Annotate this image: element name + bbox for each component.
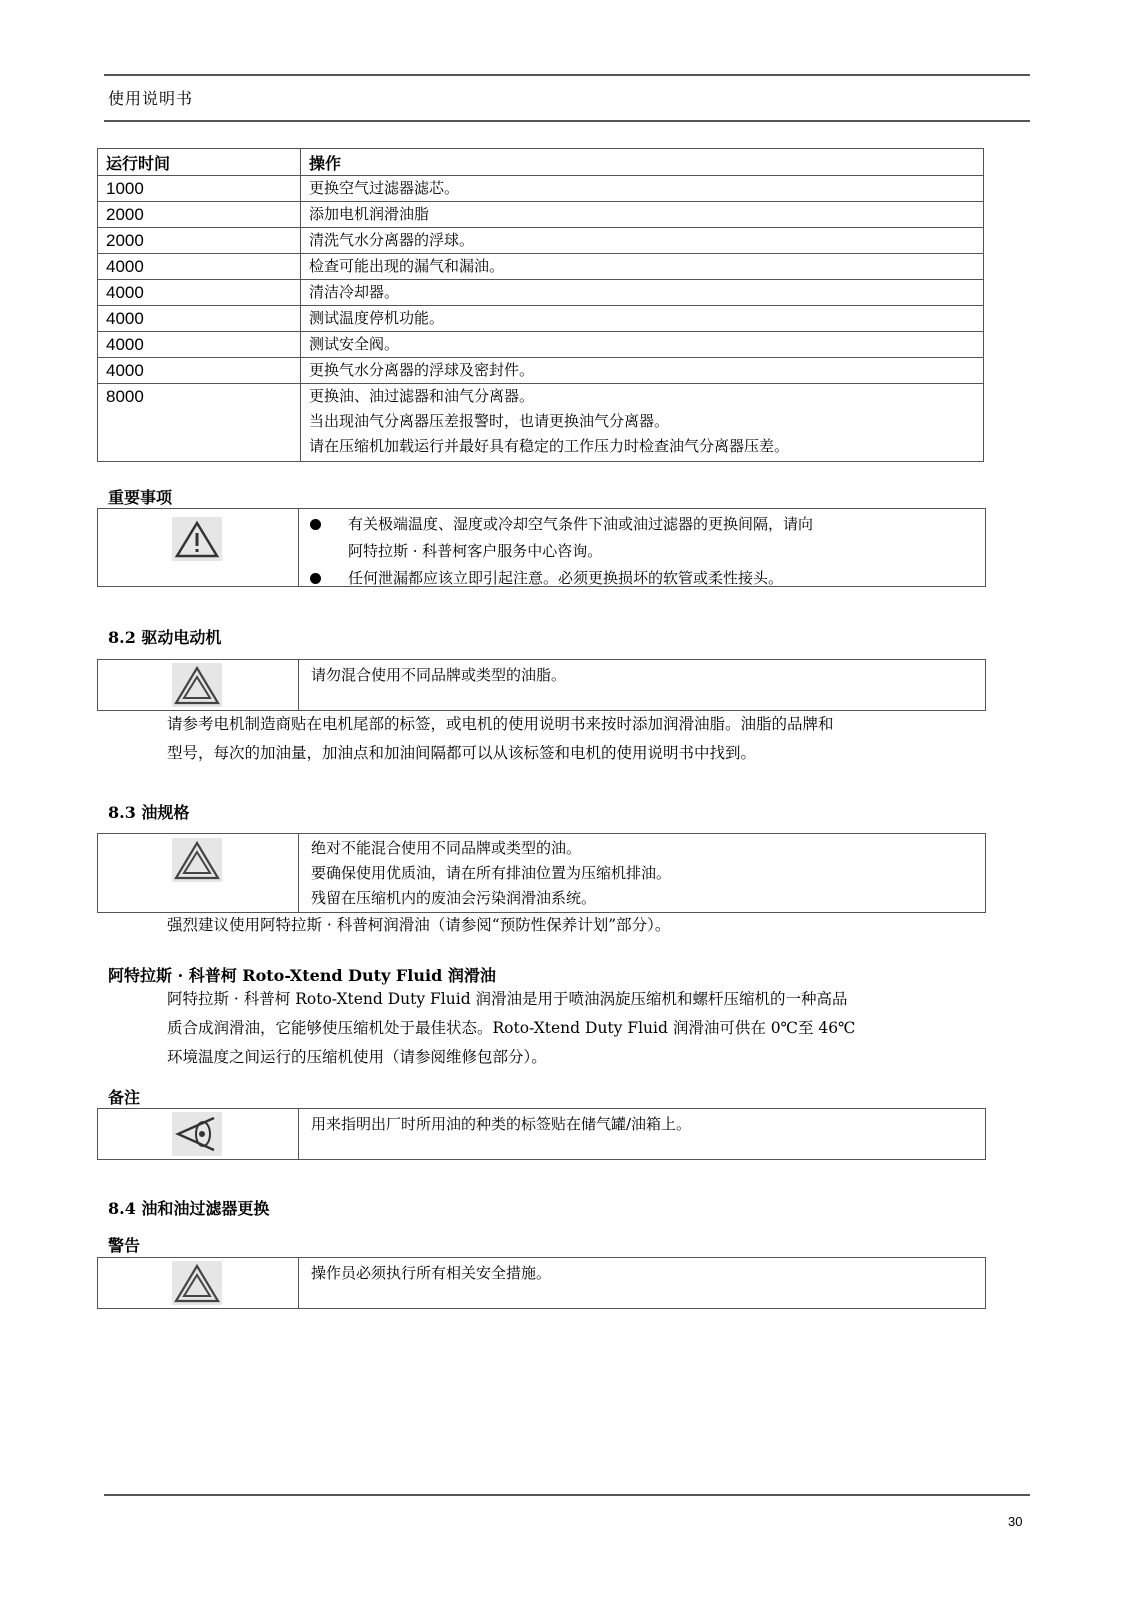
bullet-line: 任何泄漏都应该立即引起注意。必须更换损坏的软管或柔性接头。 [348,569,784,587]
row-action [301,384,984,462]
row-time: 1000 [98,176,301,202]
warning-triangle-icon [172,1261,222,1305]
section-heading-oil-spec [108,800,189,823]
table-row [98,254,984,280]
row-time: 2000 [98,202,301,228]
row-action: 更换气水分离器的浮球及密封件。 [301,358,984,384]
paragraph-line: 阿特拉斯 · 科普柯 Roto-Xtend Duty Fluid 润滑油是用于喷油涡旋压缩机和螺杆压缩机的一种高品 [167,990,848,1008]
row-time: 4000 [98,254,301,280]
row-action: 清洁冷却器。 [301,280,984,306]
row-action-line: 当出现油气分离器压差报警时，也请更换油气分离器。 [309,412,670,430]
icon-cell [98,660,299,710]
warning-triangle-icon [172,838,222,882]
rotoxtend-paragraph [167,985,1027,1072]
note-heading: 备注 [108,1088,141,1107]
row-action: 清洗气水分离器的浮球。 [301,228,984,254]
bullet-icon [310,519,321,530]
row-action: 添加电机润滑油脂 [301,202,984,228]
icon-cell [98,1109,299,1159]
row-time: 4000 [98,358,301,384]
table-row [98,280,984,306]
table-row [98,306,984,332]
paragraph-line: 环境温度之间运行的压缩机使用（请参阅维修包部分）。 [167,1048,547,1066]
row-time: 2000 [98,228,301,254]
rotoxtend-heading: 阿特拉斯 · 科普柯 Roto-Xtend Duty Fluid 润滑油 [108,966,496,985]
list-item [310,511,977,565]
oil-spec-warning-text [311,836,977,911]
row-action-line: 更换油、油过滤器和油气分离器。 [309,387,535,405]
column-header-action: 操作 [301,149,984,176]
row-action: 更换空气过滤器滤芯。 [301,176,984,202]
icon-cell [98,834,299,912]
important-bullet-list [310,511,977,592]
paragraph-line: 型号，每次的加油量，加油点和加油间隔都可以从该标签和电机的使用说明书中找到。 [167,744,757,762]
table-row [98,202,984,228]
motor-warning-box [97,659,986,711]
exclamation-warning-icon [172,517,222,561]
table-header-row [98,149,984,176]
bullet-line: 阿特拉斯 · 科普柯客户服务中心咨询。 [348,542,603,560]
row-time: 4000 [98,332,301,358]
warning-line: 绝对不能混合使用不同品牌或类型的油。 [311,839,582,857]
motor-paragraph [167,710,1027,768]
header-top-rule [104,74,1030,76]
important-notice-box [97,508,986,587]
maintenance-schedule-table [97,148,984,462]
oil-spec-warning-box [97,833,986,913]
section-heading-motor [108,625,221,648]
note-box [97,1108,986,1160]
warning-line: 要确保使用优质油，请在所有排油位置为压缩机排油。 [311,864,672,882]
section-heading-oil-change [108,1196,269,1219]
oil-change-warning-text: 操作员必须执行所有相关安全措施。 [311,1264,552,1282]
note-text: 用来指明出厂时所用油的种类的标签贴在储气罐/油箱上。 [311,1115,692,1133]
row-action: 测试安全阀。 [301,332,984,358]
icon-cell [98,509,299,586]
row-time: 4000 [98,280,301,306]
oil-spec-paragraph: 强烈建议使用阿特拉斯 · 科普柯润滑油（请参阅“预防性保养计划”部分）。 [167,916,671,934]
warning-line: 残留在压缩机内的废油会污染润滑油系统。 [311,889,597,907]
section-heading-text: 8.2 驱动电动机 [108,628,222,647]
row-time: 8000 [98,384,301,462]
eye-note-icon [172,1112,222,1156]
bullet-line: 有关极端温度、湿度或冷却空气条件下油或油过滤器的更换间隔，请向 [348,515,814,533]
row-time: 4000 [98,306,301,332]
section-heading-text: 8.3 油规格 [108,803,190,822]
warning-triangle-icon [172,663,222,707]
table-row [98,176,984,202]
icon-cell [98,1258,299,1308]
bullet-icon [310,573,321,584]
list-item [310,565,977,592]
paragraph-line: 质合成润滑油，它能够使压缩机处于最佳状态。Roto-Xtend Duty Fluid 润滑油可供在 0℃至 46℃ [167,1019,856,1037]
page-number: 30 [1008,1514,1023,1529]
row-action: 检查可能出现的漏气和漏油。 [301,254,984,280]
row-action-line: 请在压缩机加载运行并最好具有稳定的工作压力时检查油气分离器压差。 [309,437,790,455]
table-row [98,228,984,254]
document-title: 使用说明书 [108,89,194,108]
footer-rule [104,1494,1030,1496]
oil-change-warning-box [97,1257,986,1309]
warning-heading: 警告 [108,1236,141,1255]
important-heading: 重要事项 [108,488,173,507]
table-row [98,358,984,384]
table-row [98,384,984,462]
table-row [98,332,984,358]
motor-warning-text: 请勿混合使用不同品牌或类型的油脂。 [311,666,567,684]
header-bottom-rule [104,120,1030,122]
row-action: 测试温度停机功能。 [301,306,984,332]
paragraph-line: 请参考电机制造商贴在电机尾部的标签，或电机的使用说明书来按时添加润滑油脂。油脂的品牌和 [167,715,834,733]
column-header-time: 运行时间 [98,149,301,176]
section-heading-text: 8.4 油和油过滤器更换 [108,1199,270,1218]
important-text [310,511,977,592]
